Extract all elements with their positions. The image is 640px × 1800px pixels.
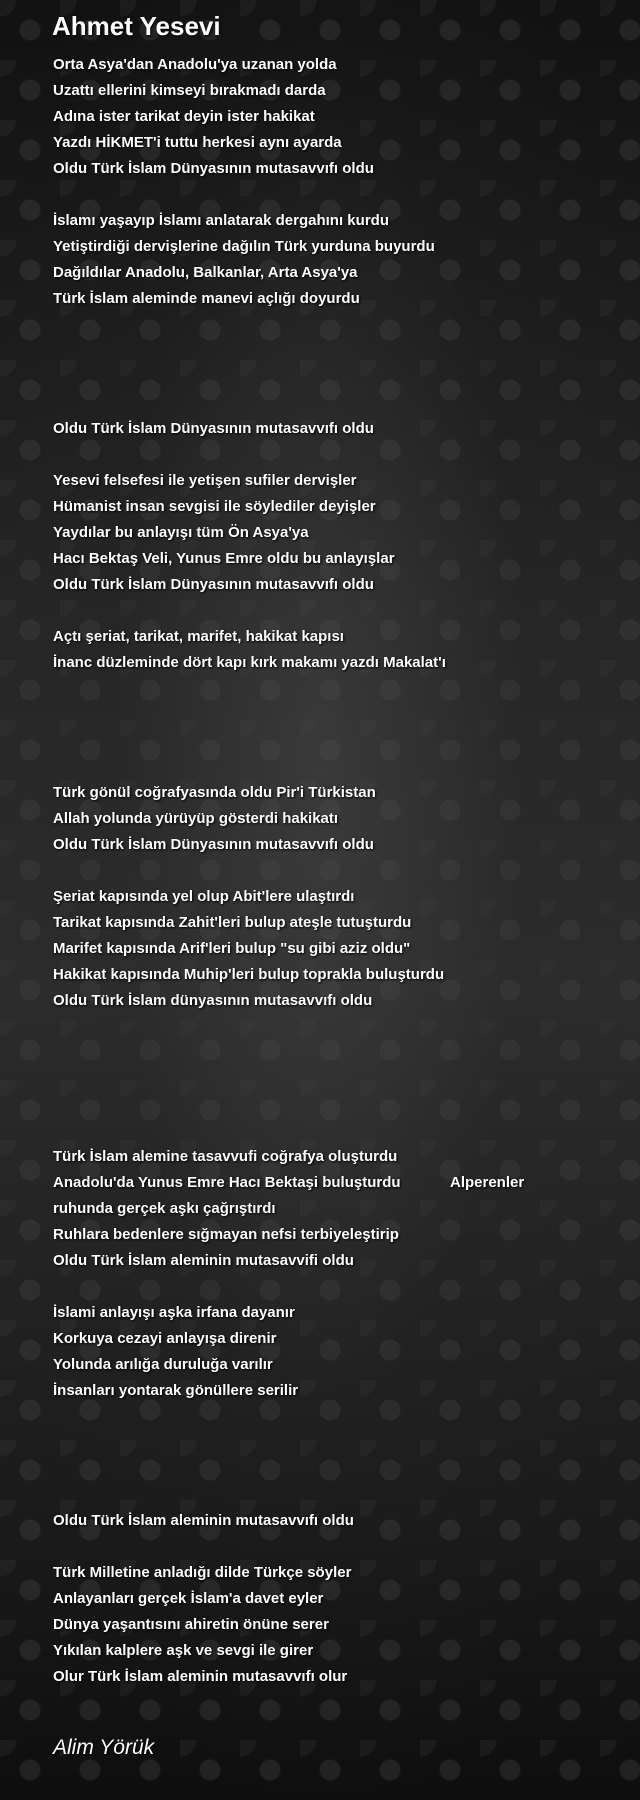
poem-blank-line <box>53 390 613 416</box>
poem-blank-line <box>53 1066 613 1092</box>
poem-line: Hakikat kapısında Muhip'leri bulup toprakla buluşturdu <box>53 966 445 983</box>
poem-blank-line <box>53 1040 613 1066</box>
poem-line: Olur Türk İslam aleminin mutasavvıfı olur <box>53 1668 348 1685</box>
poem-line: Oldu Türk İslam aleminin mutasavvifi oldu <box>53 1252 354 1269</box>
poem-line: Yazdı HİKMET'i tuttu herkesi aynı ayarda <box>53 134 342 151</box>
poem-line: Anadolu'da Yunus Emre Hacı Bektaşi buluşturdu Alperenler <box>53 1174 525 1191</box>
poem-line: Yetiştirdiği dervişlerine dağılın Türk yurduna buyurdu <box>53 238 435 255</box>
poem-line: İslami anlayışı aşka irfana dayanır <box>53 1304 295 1321</box>
poem-line: Türk Milletine anladığı dilde Türkçe söyler <box>53 1564 352 1581</box>
poem-line: Şeriat kapısında yel olup Abit'lere ulaştırdı <box>53 888 355 905</box>
poem-line: Ruhlara bedenlere sığmayan nefsi terbiyeleştirip <box>53 1226 399 1243</box>
poem-blank-line <box>53 338 613 364</box>
poem-body <box>53 52 613 1690</box>
poem-line: Adına ister tarikat deyin ister hakikat <box>53 108 315 125</box>
poem-blank-line <box>53 1534 613 1560</box>
poem-line: Anlayanları gerçek İslam'a davet eyler <box>53 1590 324 1607</box>
poem-line: Hümanist insan sevgisi ile söylediler deyişler <box>53 498 376 515</box>
poem-line: Dağıldılar Anadolu, Balkanlar, Arta Asya'ya <box>53 264 358 281</box>
poem-line: Hacı Bektaş Veli, Yunus Emre oldu bu anlayışlar <box>53 550 395 567</box>
poem-line: Açtı şeriat, tarikat, marifet, hakikat kapısı <box>53 628 344 645</box>
poem-line: Dünya yaşantısını ahiretin önüne serer <box>53 1616 329 1633</box>
poem-blank-line <box>53 754 613 780</box>
poem-blank-line <box>53 1482 613 1508</box>
poem-blank-line <box>53 1430 613 1456</box>
poem-blank-line <box>53 182 613 208</box>
poem-blank-line <box>53 702 613 728</box>
poem-line: İnsanları yontarak gönüllere serilir <box>53 1382 299 1399</box>
poem-line: Allah yolunda yürüyüp gösterdi hakikatı <box>53 810 339 827</box>
poem-line: Yaydılar bu anlayışı tüm Ön Asya'ya <box>53 524 309 541</box>
poem-blank-line <box>53 364 613 390</box>
poem-blank-line <box>53 1092 613 1118</box>
poem-line: Türk İslam aleminde manevi açlığı doyurdu <box>53 290 360 307</box>
poem-blank-line <box>53 1404 613 1430</box>
poem-title: Ahmet Yesevi <box>52 11 221 41</box>
poem-line: Yıkılan kalplere aşk ve sevgi ile girer <box>53 1642 314 1659</box>
poem-blank-line <box>53 1118 613 1144</box>
poem-blank-line <box>53 676 613 702</box>
poem-blank-line <box>53 728 613 754</box>
poem-line: Yolunda arılığa duruluğa varılır <box>53 1356 273 1373</box>
poem-line: Korkuya cezayi anlayışa direnir <box>53 1330 277 1347</box>
poem-blank-line <box>53 312 613 338</box>
poem-line: Oldu Türk İslam Dünyasının mutasavvıfı oldu <box>53 836 374 853</box>
poem-blank-line <box>53 1456 613 1482</box>
poem-blank-line <box>53 1014 613 1040</box>
poem-line: Oldu Türk İslam aleminin mutasavvıfı oldu <box>53 1512 354 1529</box>
poem-blank-line <box>53 1274 613 1300</box>
poem-blank-line <box>53 442 613 468</box>
poem-blank-line <box>53 598 613 624</box>
poem-line: İslamı yaşayıp İslamı anlatarak dergahını kurdu <box>53 212 389 229</box>
poem-line: İnanc düzleminde dört kapı kırk makamı yazdı Makalat'ı <box>53 654 446 671</box>
poem-line: Oldu Türk İslam Dünyasının mutasavvıfı oldu <box>53 576 374 593</box>
poem-line: Oldu Türk İslam Dünyasının mutasavvıfı oldu <box>53 420 374 437</box>
poem-line: Oldu Türk İslam Dünyasının mutasavvıfı oldu <box>53 160 374 177</box>
poem-line: ruhunda gerçek aşkı çağrıştırdı <box>53 1200 276 1217</box>
poem-line: Türk gönül coğrafyasında oldu Pir'i Türkistan <box>53 784 376 801</box>
poem-blank-line <box>53 858 613 884</box>
poem-line: Yesevi felsefesi ile yetişen sufiler dervişler <box>53 472 357 489</box>
poem-line: Orta Asya'dan Anadolu'ya uzanan yolda <box>53 56 337 73</box>
poem-line: Uzattı ellerini kimseyi bırakmadı darda <box>53 82 326 99</box>
poem-line: Marifet kapısında Arif'leri bulup "su gibi aziz oldu" <box>53 940 411 957</box>
poem-author: Alim Yörük <box>53 1736 155 1759</box>
poem-line: Oldu Türk İslam dünyasının mutasavvıfı oldu <box>53 992 373 1009</box>
poem-line: Tarikat kapısında Zahit'leri bulup ateşle tutuşturdu <box>53 914 412 931</box>
poem-line: Türk İslam alemine tasavvufi coğrafya oluşturdu <box>53 1148 398 1165</box>
